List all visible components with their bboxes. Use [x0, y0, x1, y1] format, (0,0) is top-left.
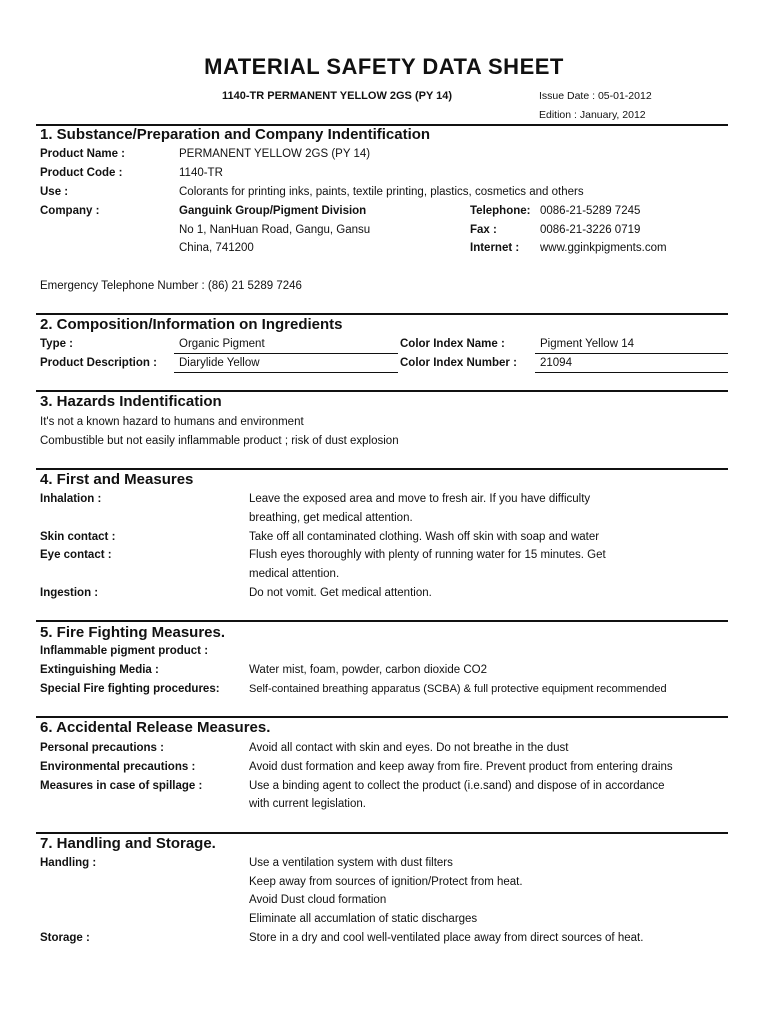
storage-label: Storage :: [40, 932, 90, 944]
product-description-value: Diarylide Yellow: [179, 357, 260, 369]
type-label: Type :: [40, 338, 74, 350]
special-procedures-text: Self-contained breathing apparatus (SCBA) & full protective equipment recommended: [249, 683, 667, 695]
ingestion-label: Ingestion :: [40, 587, 99, 599]
use-label: Use :: [40, 186, 69, 198]
ci-name-underline: [535, 353, 728, 354]
skin-contact-label: Skin contact :: [40, 531, 116, 543]
eye-contact-text-2: medical attention.: [249, 568, 340, 580]
company-address-1: No 1, NanHuan Road, Gangu, Gansu: [179, 224, 371, 236]
environmental-precautions-text: Avoid dust formation and keep away from fire. Prevent product from entering drains: [249, 761, 673, 773]
product-code-label: Product Code :: [40, 167, 123, 179]
handling-text-3: Avoid Dust cloud formation: [249, 894, 387, 906]
section-7-heading: 7. Handling and Storage.: [40, 835, 216, 852]
eye-contact-label: Eye contact :: [40, 549, 112, 561]
company-address-2: China, 741200: [179, 242, 254, 254]
spillage-measures-label: Measures in case of spillage :: [40, 780, 203, 792]
type-value: Organic Pigment: [179, 338, 265, 350]
product-description-label: Product Description :: [40, 357, 157, 369]
fax-label: Fax :: [470, 224, 497, 236]
personal-precautions-text: Avoid all contact with skin and eyes. Do not breathe in the dust: [249, 742, 569, 754]
section-4-heading: 4. First and Measures: [40, 471, 194, 488]
special-procedures-label: Special Fire fighting procedures:: [40, 683, 220, 695]
color-index-number-label: Color Index Number :: [400, 357, 517, 369]
inhalation-label: Inhalation :: [40, 493, 102, 505]
telephone-label: Telephone:: [470, 205, 531, 217]
section-divider: [36, 313, 728, 315]
use-value: Colorants for printing inks, paints, textile printing, plastics, cosmetics and others: [179, 186, 584, 198]
spillage-measures-text-1: Use a binding agent to collect the product (i.e.sand) and dispose of in accordance: [249, 780, 665, 792]
section-1-heading: 1. Substance/Preparation and Company Indentification: [40, 126, 431, 143]
company-label: Company :: [40, 205, 100, 217]
section-divider: [36, 716, 728, 718]
section-divider: [36, 390, 728, 392]
emergency-telephone: Emergency Telephone Number : (86) 21 5289 7246: [40, 280, 302, 292]
handling-text-4: Eliminate all accumlation of static discharges: [249, 913, 478, 925]
handling-text-2: Keep away from sources of ignition/Protect from heat.: [249, 876, 523, 888]
handling-label: Handling :: [40, 857, 97, 869]
hazard-line-1: It's not a known hazard to humans and environment: [40, 416, 304, 428]
handling-text-1: Use a ventilation system with dust filters: [249, 857, 453, 869]
inhalation-text-1: Leave the exposed area and move to fresh air. If you have difficulty: [249, 493, 591, 505]
fax-value: 0086-21-3226 0719: [540, 224, 641, 236]
skin-contact-text: Take off all contaminated clothing. Wash off skin with soap and water: [249, 531, 600, 543]
telephone-value: 0086-21-5289 7245: [540, 205, 641, 217]
section-divider: [36, 468, 728, 470]
internet-value: www.gginkpigments.com: [540, 242, 667, 254]
product-code-value: 1140-TR: [179, 167, 223, 179]
personal-precautions-label: Personal precautions :: [40, 742, 164, 754]
extinguishing-media-text: Water mist, foam, powder, carbon dioxide CO2: [249, 664, 487, 676]
section-5-heading: 5. Fire Fighting Measures.: [40, 624, 226, 641]
product-name-value: PERMANENT YELLOW 2GS (PY 14): [179, 148, 371, 160]
color-index-name-value: Pigment Yellow 14: [540, 338, 634, 350]
document-title: MATERIAL SAFETY DATA SHEET: [204, 54, 564, 79]
spillage-measures-text-2: with current legislation.: [249, 798, 366, 810]
eye-contact-text-1: Flush eyes thoroughly with plenty of running water for 15 minutes. Get: [249, 549, 606, 561]
inhalation-text-2: breathing, get medical attention.: [249, 512, 413, 524]
section-divider: [36, 832, 728, 834]
inflammable-label: Inflammable pigment product :: [40, 645, 209, 657]
edition: Edition : January, 2012: [539, 109, 646, 121]
ci-number-underline: [535, 372, 728, 373]
section-divider: [36, 620, 728, 622]
description-underline: [174, 372, 398, 373]
hazard-line-2: Combustible but not easily inflammable product ; risk of dust explosion: [40, 435, 399, 447]
extinguishing-media-label: Extinguishing Media :: [40, 664, 159, 676]
product-line: 1140-TR PERMANENT YELLOW 2GS (PY 14): [222, 90, 453, 102]
environmental-precautions-label: Environmental precautions :: [40, 761, 196, 773]
storage-text: Store in a dry and cool well-ventilated place away from direct sources of heat.: [249, 932, 644, 944]
internet-label: Internet :: [470, 242, 520, 254]
ingestion-text: Do not vomit. Get medical attention.: [249, 587, 432, 599]
section-6-heading: 6. Accidental Release Measures.: [40, 719, 271, 736]
issue-date: Issue Date : 05-01-2012: [539, 90, 652, 102]
product-name-label: Product Name :: [40, 148, 125, 160]
type-underline: [174, 353, 398, 354]
section-3-heading: 3. Hazards Indentification: [40, 393, 222, 410]
company-name: Ganguink Group/Pigment Division: [179, 205, 367, 217]
section-2-heading: 2. Composition/Information on Ingredients: [40, 316, 343, 333]
color-index-number-value: 21094: [540, 357, 572, 369]
color-index-name-label: Color Index Name :: [400, 338, 505, 350]
